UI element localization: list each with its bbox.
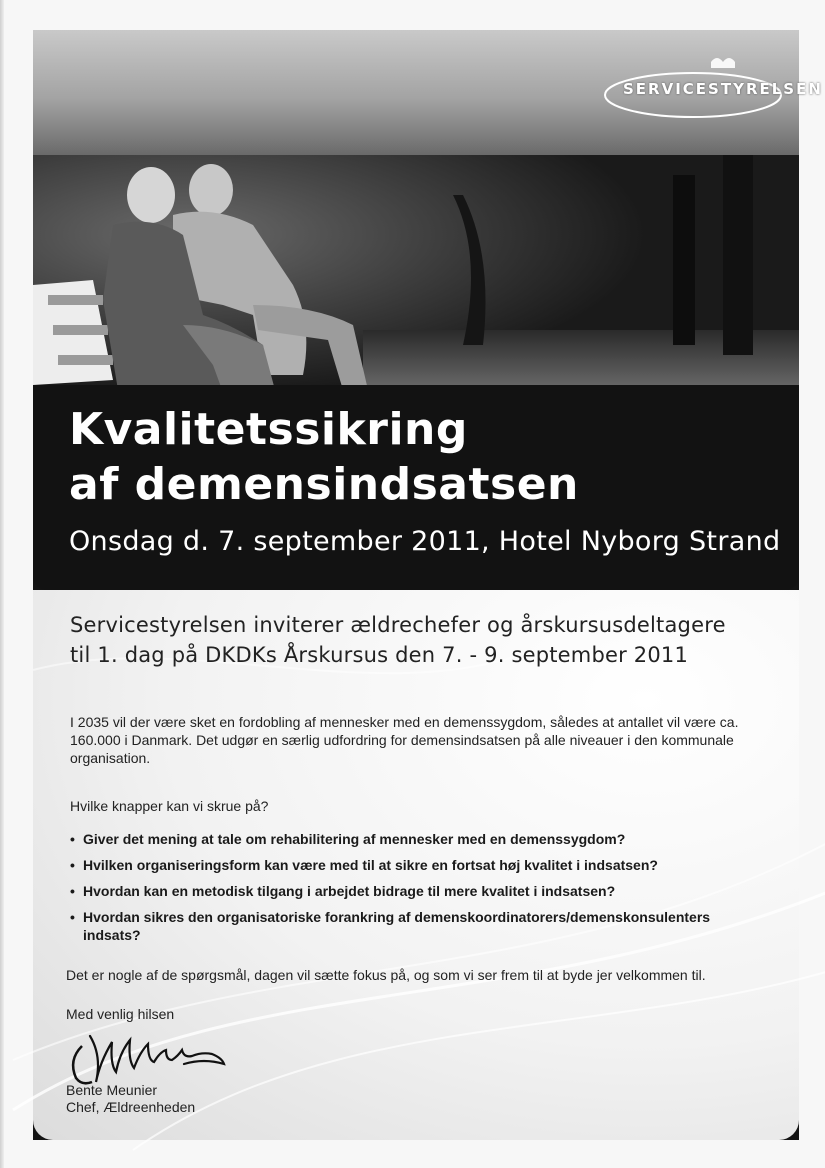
signer-name: Bente Meunier [66, 1082, 158, 1098]
invitation-line-1: Servicestyrelsen inviterer ældrechefer og årskursusdeltagere [70, 613, 726, 637]
page-title [69, 402, 579, 512]
handwritten-signature [60, 1028, 290, 1090]
header-photo [33, 155, 799, 420]
signer-block [66, 1082, 195, 1116]
page-edge [0, 0, 4, 1168]
elderly-couple-on-bench-image [33, 155, 799, 420]
invitation-heading [70, 610, 726, 670]
invitation-line-2: til 1. dag på DKDKs Årskursus den 7. - 9. september 2011 [70, 643, 689, 667]
header-band [33, 30, 823, 155]
servicestyrelsen-logo [601, 48, 823, 128]
intro-paragraph: I 2035 vil der være sket en fordobling af mennesker med en demenssygdom, således at antallet vil være ca. 160.000 i Danmark. Det udgør en særlig udfordring for demensindsatsen på alle niveauer i den kommunale organisation. [70, 714, 739, 766]
logo-text: SERVICESTYRELSEN [623, 80, 823, 98]
title-line-1: Kvalitetssikring [69, 404, 468, 455]
list-item: • Hvordan kan en metodisk tilgang i arbejdet bidrage til mere kvalitet i indsatsen? [70, 882, 770, 900]
question-text: Hvilke knapper kan vi skrue på? [70, 798, 269, 814]
question-list [70, 830, 770, 952]
event-date-location: Onsdag d. 7. september 2011, Hotel Nyborg Strand [69, 526, 781, 557]
signer-title: Chef, Ældreenheden [66, 1099, 196, 1115]
flyer [33, 30, 823, 1140]
list-item: • Giver det mening at tale om rehabilitering af mennesker med en demenssygdom? [70, 830, 770, 848]
greeting: Med venlig hilsen [66, 1006, 175, 1022]
closing-paragraph: Det er nogle af de spørgsmål, dagen vil sætte fokus på, og som vi ser frem til at byde jer velkommen til. [66, 967, 706, 983]
list-item: • Hvilken organiseringsform kan være med til at sikre en fortsat høj kvalitet i indsatsen? [70, 856, 770, 874]
title-line-2: af demensindsatsen [69, 459, 579, 510]
list-item: • Hvordan sikres den organisatoriske forankring af demenskoordinatorers/demenskonsulenters indsats? [70, 908, 770, 944]
letter-body [33, 590, 799, 1140]
